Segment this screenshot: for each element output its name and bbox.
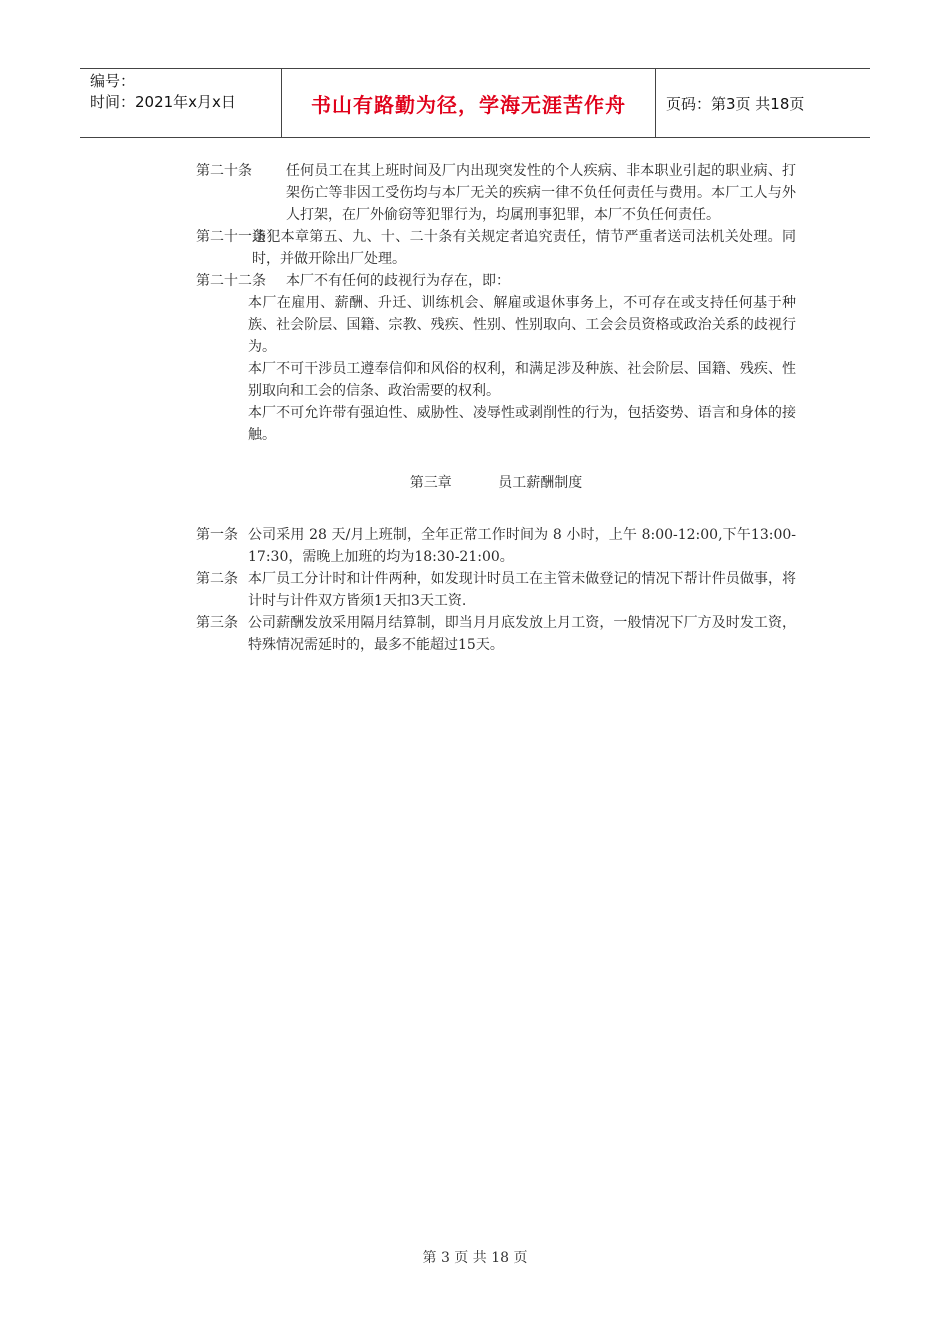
article-label: 第一条 — [196, 527, 238, 543]
article-label: 第三条 — [196, 615, 238, 631]
header-page-info: 页码：第3页 共18页 — [666, 94, 805, 113]
time-label: 时间：2021年x月x日 — [90, 93, 236, 111]
chapter3-article-2 — [196, 568, 796, 612]
article-label: 第二条 — [196, 571, 238, 587]
chapter-number: 第三章 — [409, 475, 452, 491]
article-22-paragraph: 本厂不可干涉员工遵奉信仰和风俗的权利，和满足涉及种族、社会阶层、国籍、残疾、性别取向和工会的信条、政治需要的权利。 — [248, 361, 796, 399]
article-21 — [196, 226, 796, 270]
article-text: 本厂员工分计时和计件两种，如发现计时员工在主管未做登记的情况下帮计件员做事，将计时与计件双方皆须1天扣3天工资. — [248, 571, 796, 609]
article-text: 公司采用 28 天/月上班制，全年正常工作时间为 8 小时，上午 8:00-12:00,下午13:00-17:30，需晚上加班的均为18:30-21:00。 — [248, 527, 796, 565]
article-text: 本厂不有任何的歧视行为存在，即： — [286, 273, 510, 289]
article-22-paragraph: 本厂在雇用、薪酬、升迁、训练机会、解雇或退休事务上，不可存在或支持任何基于种族、社会阶层、国籍、宗教、残疾、性别、性别取向、工会会员资格或政治关系的歧视行为。 — [248, 295, 796, 355]
header-meta — [80, 69, 282, 137]
chapter-heading — [196, 472, 796, 494]
header-motto: 书山有路勤为径，学海无涯苦作舟 — [282, 69, 656, 137]
article-text: 任何员工在其上班时间及厂内出现突发性的个人疾病、非本职业引起的职业病、打架伤亡等非因工受伤均与本厂无关的疾病一律不负任何责任与费用。本厂工人与外人打架，在厂外偷窃等犯罪行为，均属刑事犯罪，本厂不负任何责任。 — [286, 163, 796, 223]
article-label: 第二十一条 — [196, 229, 266, 245]
chapter3-article-1 — [196, 524, 796, 568]
article-22 — [196, 270, 796, 292]
document-body — [196, 160, 796, 656]
article-20 — [196, 160, 796, 226]
article-label: 第二十条 — [196, 163, 252, 179]
article-label: 第二十二条 — [196, 273, 266, 289]
article-text: 公司薪酬发放采用隔月结算制，即当月月底发放上月工资，一般情况下厂方及时发工资，特殊情况需延时的，最多不能超过15天。 — [248, 615, 796, 653]
chapter-title: 员工薪酬制度 — [498, 475, 583, 491]
chapter3-article-3 — [196, 612, 796, 656]
page-header — [80, 68, 870, 138]
article-text: 违犯本章第五、九、十、二十条有关规定者追究责任，情节严重者送司法机关处理。同时，并做开除出厂处理。 — [252, 229, 796, 267]
article-22-paragraph: 本厂不可允许带有强迫性、威胁性、凌辱性或剥削性的行为，包括姿势、语言和身体的接触。 — [248, 405, 796, 443]
page-footer: 第 3 页 共 18 页 — [422, 1250, 528, 1266]
code-label: 编号： — [90, 72, 136, 90]
